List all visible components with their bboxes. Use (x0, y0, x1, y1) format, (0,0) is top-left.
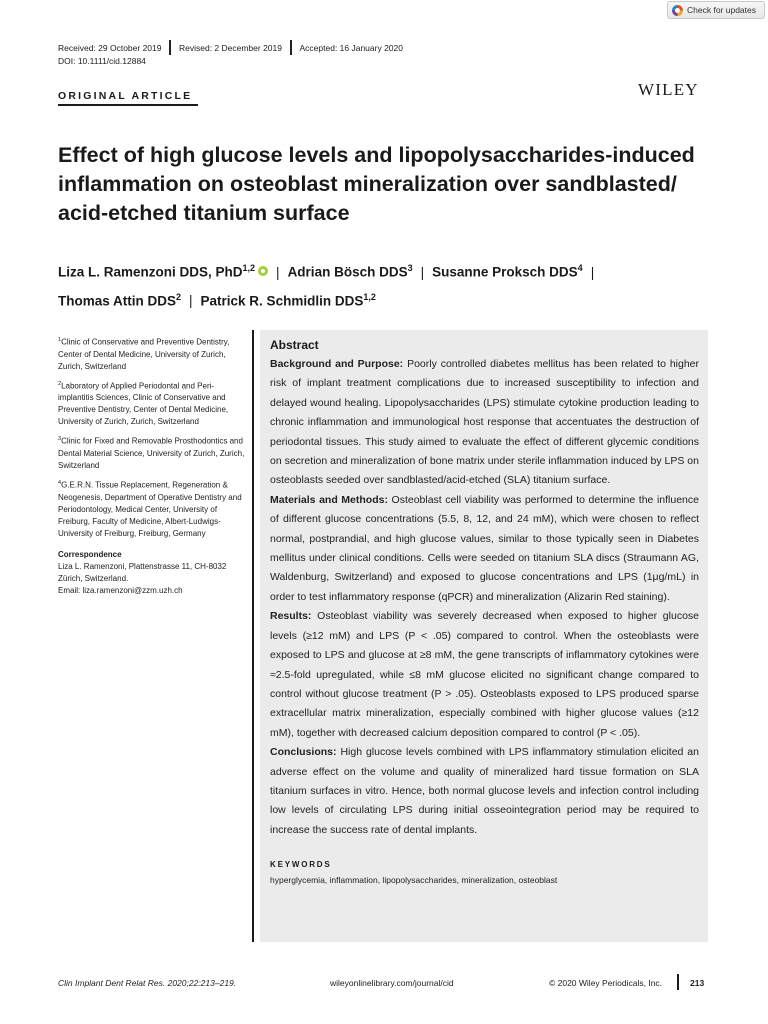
abstract-section-label: Materials and Methods: (270, 493, 388, 506)
author-separator: | (189, 293, 193, 308)
author-name[interactable]: Patrick R. Schmidlin DDS (200, 293, 364, 308)
affiliation-text: G.E.R.N. Tissue Replacement, Regeneration & Neogenesis, Department of Operative Dentistry and Periodontology, Medical Center, University of Freiburg, Faculty of Medicine, Albert-Ludwigs-University of Freiburg, Freiburg, Germany (58, 480, 242, 538)
abstract-box (260, 330, 708, 942)
author-affiliation-ref: 2 (176, 291, 182, 302)
author-affiliation-ref: 3 (407, 263, 413, 273)
accepted-date: Accepted: 16 January 2020 (299, 42, 403, 53)
affiliation (58, 378, 246, 429)
abstract-section-label: Conclusions: (270, 746, 337, 759)
abstract-methods (270, 491, 699, 607)
affiliation-text: Clinic of Conservative and Preventive Dentistry, Center of Dental Medicine, University of Zurich, Zurich, Switzerland (58, 337, 230, 371)
correspondence-heading: Correspondence (58, 549, 122, 559)
check-for-updates-label: Check for updates (687, 5, 756, 15)
abstract-conclusions (270, 743, 699, 840)
affiliation-text: Clinic for Fixed and Removable Prosthodontics and Dental Material Science, University of Zurich, Zurich, Switzerland (58, 436, 245, 470)
history-divider (290, 40, 292, 55)
affiliations (58, 334, 246, 597)
history-divider (169, 40, 171, 55)
journal-citation: Clin Implant Dent Relat Res. 2020;22:213–219. (58, 978, 237, 988)
affiliation (58, 334, 246, 373)
affiliation (58, 433, 246, 472)
author-name[interactable]: Adrian Bösch DDS (287, 264, 408, 280)
article-history (58, 40, 403, 55)
abstract-section-label: Results: (270, 610, 312, 623)
author-separator: | (590, 264, 595, 280)
page-footer (58, 978, 708, 988)
author-name[interactable]: Thomas Attin DDS (58, 293, 176, 308)
abstract-background (270, 355, 699, 491)
received-date: Received: 29 October 2019 (58, 42, 162, 53)
author-affiliation-ref: 4 (577, 263, 583, 273)
section-label: ORIGINAL ARTICLE (58, 90, 193, 102)
author-name[interactable]: Susanne Proksch DDS (432, 264, 578, 280)
section-label-underline (58, 104, 198, 106)
revised-date: Revised: 2 December 2019 (178, 42, 282, 53)
abstract-section-label: Background and Purpose: (270, 358, 404, 370)
affiliation-text: Laboratory of Applied Periodontal and Peri-implantitis Sciences, Clinic of Conservative and Preventive Dentistry, Center of Dental Medicine, University of Zurich, Zurich, Switzerland (58, 381, 229, 427)
author-line (58, 285, 718, 314)
abstract-section-text: Osteoblast cell viability was performed to determine the influence of different glucose concentrations (5.5, 8, 12, and 24 mM), which were chosen to reflect normal, postprandial, and high glucose values, similar to those typically seen in Diabetes mellitus under clinical conditions. Cells were seeded on titanium SLA discs (Straumann AG, Waldenburg, Switzerland) and exposed to glucose concentrations and LPS (1μg/mL) in order to test inflammatory response (qPCR) and mineralization (Alizarin Red staining). (270, 493, 699, 603)
abstract-results (270, 607, 699, 743)
abstract-heading: Abstract (270, 338, 319, 352)
affiliation-number: 3 (58, 436, 62, 443)
abstract-rule (252, 330, 254, 942)
affiliation-number: 4 (58, 479, 62, 486)
journal-url[interactable]: wileyonlinelibrary.com/journal/cid (330, 978, 454, 988)
publisher-logo: WILEY (638, 80, 699, 99)
check-for-updates-button[interactable] (667, 1, 765, 19)
abstract-section-text: Poorly controlled diabetes mellitus has been related to higher risk of implant treatment complications due to increased susceptibility to infection and delayed wound healing. Lipopolysaccharides (LPS) stimulate cytokine production leading to chronic inflammation and immunological host response that accentuates the destruction of periodontal tissues. This study aimed to evaluate the effect of different glycemic conditions on secretion and mineralization of bone matrix under sterile inflammation induced by LPS on osteoblasts seeded over sandblasted/acid-etched (SLA) titanium surface. (270, 358, 700, 487)
affiliation (58, 477, 246, 540)
copyright: © 2020 Wiley Periodicals, Inc. (549, 978, 663, 988)
correspondence-email[interactable]: Email: liza.ramenzoni@zzm.uzh.ch (58, 585, 183, 595)
doi[interactable]: DOI: 10.1111/cid.12884 (58, 56, 146, 66)
author-list (58, 256, 718, 313)
author-affiliation-ref: 1,2 (363, 291, 376, 302)
keywords: hyperglycemia, inflammation, lipopolysaccharides, mineralization, osteoblast (270, 875, 558, 886)
author-name[interactable]: Liza L. Ramenzoni DDS, PhD (58, 264, 243, 280)
keywords-heading: KEYWORDS (270, 860, 332, 870)
author-line (58, 256, 718, 285)
footer-divider (677, 974, 679, 990)
correspondence-address: Liza L. Ramenzoni, Plattenstrasse 11, CH-8032 Zürich, Switzerland. (58, 561, 227, 583)
abstract-section-text: High glucose levels combined with LPS inflammatory stimulation elicited an adverse effect on the volume and quality of mineralized hard tissue formation on SLA titanium surfaces in vitro. Hence, both normal glucose levels and infection control including low levels of circulating LPS during initial osseointegration period may be required to increase the success rate of dental implants. (270, 746, 699, 836)
crossmark-icon (672, 5, 683, 16)
affiliation-number: 1 (58, 337, 62, 343)
orcid-icon[interactable] (258, 266, 268, 276)
author-affiliation-ref: 1,2 (242, 263, 256, 273)
author-separator: | (420, 264, 425, 280)
article-title: Effect of high glucose levels and lipopolysaccharides-induced inflammation on osteoblast mineralization over sandblasted/ acid-etched titanium surface (58, 143, 695, 225)
author-separator: | (276, 264, 280, 280)
page-number: 213 (690, 978, 705, 988)
affiliation-number: 2 (58, 380, 62, 387)
abstract-section-text: Osteoblast viability was severely decreased when exposed to higher glucose levels (≥12 mM) and LPS (P < .05) compared to control. When the osteoblasts were exposed to LPS and glucose at ≥8 mM, the gene transcripts of inflammatory cytokines were ≈2.5-fold upregulated, while ≤8 mM glucose elicited no significant change compared to control without glucose treatment (P > .05). Osteoblasts exposed to LPS produced sparse extracellular matrix mineralization, especially combined with higher glucose values (≥12 mM), together with decreased calcium deposition compared to control (P < .05). (270, 610, 700, 739)
